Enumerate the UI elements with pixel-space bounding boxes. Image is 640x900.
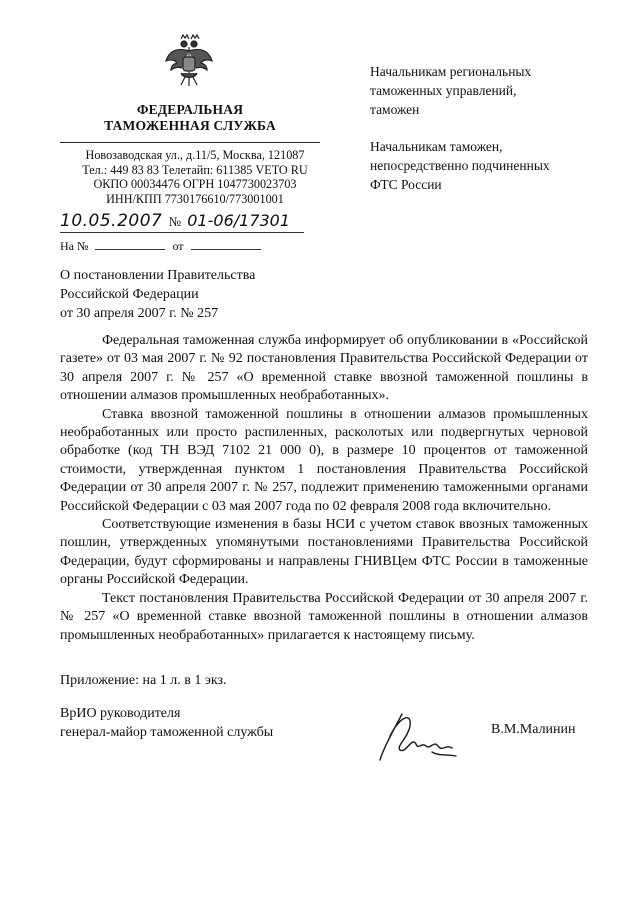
- addressee-line: Начальникам региональных: [370, 64, 532, 79]
- signer-title-line: ВрИО руководителя: [60, 706, 181, 721]
- reference-date-label: от: [172, 239, 184, 253]
- handwritten-signature: [372, 706, 462, 766]
- registration-date: 10.05.2007: [60, 211, 163, 231]
- body-paragraph: Соответствующие изменения в базы НСИ с учетом ставок ввозных таможенных пошлин, утвержденных упомянутыми постановлениями Правительства Российской Федерации, будут сформированы и направлены ГНИВЦем ФТС России в таможенные органы Российской Федерации.: [60, 517, 588, 588]
- org-phone: Тел.: 449 83 83 Телетайп: 611385 VETO RU: [82, 162, 308, 177]
- subject-line: Российской Федерации: [60, 287, 199, 302]
- registration-number: 01-06/17301: [187, 211, 291, 230]
- org-okpo-ogrn: ОКПО 00034476 ОГРН 1047730023703: [93, 177, 297, 191]
- registration-number-label: №: [168, 214, 181, 229]
- letter-subject: [60, 266, 320, 323]
- org-address: Новозаводская ул., д.11/5, Москва, 121087: [85, 148, 305, 162]
- signer-name: В.М.Малинин: [491, 722, 576, 737]
- letter-body: [60, 332, 588, 645]
- signer-title-line: генерал-майор таможенной службы: [60, 725, 274, 740]
- body-paragraph: Текст постановления Правительства Российской Федерации от 30 апреля 2007 г. № 257 «О временной ставке ввозной таможенной пошлины в отношении алмазов промышленных необработанных» прилагается к настоящему письму.: [60, 590, 588, 643]
- org-divider: [60, 142, 320, 143]
- registration-line: [60, 211, 310, 231]
- addressee-block-2: [370, 137, 600, 194]
- body-paragraph: Ставка ввозной таможенной пошлины в отношении алмазов промышленных необработанных или просто распиленных, расколотых или подвергнутых черновой обработке (код ТН ВЭД 7102 21 000 0), в размере 10 процентов от таможенной стоимости, утвержденная пунктом 1 постановления Правительства Российской Федерации от 30 апреля 2007 г. № 257, подлежит применению таможенными органами Российской Федерации с 03 мая 2007 года по 02 февраля 2008 года включительно.: [60, 406, 588, 514]
- addressee-line: таможен: [370, 102, 420, 117]
- organization-details: [60, 148, 330, 206]
- subject-line: от 30 апреля 2007 г. № 257: [60, 306, 219, 321]
- registration-underline: [60, 232, 304, 233]
- org-name-line2: ТАМОЖЕННАЯ СЛУЖБА: [104, 118, 276, 133]
- body-paragraph: Федеральная таможенная служба информирует об опубликовании в «Российской газете» от 03 мая 2007 г. № 92 постановления Правительства Российской Федерации от 30 апреля 2007 г. № 257 «О временной ставке ввозной таможенной пошлины в отношении алмазов промышленных необработанных».: [60, 333, 588, 404]
- reference-line: [60, 239, 265, 254]
- coat-of-arms-emblem: [163, 33, 215, 89]
- signer-title: [60, 704, 273, 742]
- reference-date-blank: [191, 240, 261, 250]
- addressee-block-1: [370, 62, 600, 119]
- org-inn-kpp: ИНН/КПП 7730176610/773001001: [106, 191, 284, 206]
- addressee-line: непосредственно подчиненных: [370, 158, 550, 173]
- addressee-line: таможенных управлений,: [370, 83, 517, 98]
- organization-name: [95, 102, 285, 134]
- reference-number-blank: [95, 240, 165, 250]
- org-name-line1: ФЕДЕРАЛЬНАЯ: [136, 102, 244, 117]
- addressee-line: Начальникам таможен,: [370, 139, 503, 154]
- subject-line: О постановлении Правительства: [60, 268, 256, 283]
- reference-number-label: На №: [60, 239, 89, 253]
- addressee-line: ФТС России: [370, 177, 442, 192]
- attachment-note: Приложение: на 1 л. в 1 экз.: [60, 673, 227, 688]
